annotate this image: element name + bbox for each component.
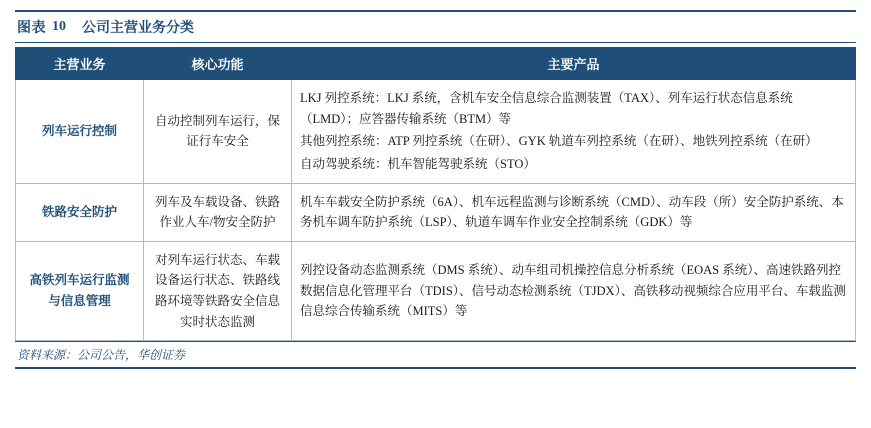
source-note: 资料来源：公司公告，华创证券 bbox=[15, 341, 856, 369]
exhibit-title: 公司主营业务分类 bbox=[82, 21, 194, 36]
cell-function: 列车及车载设备、铁路作业人车/物安全防护 bbox=[144, 183, 292, 241]
cell-business: 高铁列车运行监测与信息管理 bbox=[16, 241, 144, 341]
product-line: 机车车载安全防护系统（6A）、机车远程监测与诊断系统（CMD）、动车段（所）安全防护系统、本务机车调车防护系统（LSP）、轨道车调车作业安全控制系统（GDK）等 bbox=[300, 194, 844, 230]
exhibit-title-bar bbox=[15, 10, 856, 43]
table-row bbox=[16, 183, 856, 241]
cell-function: 对列车运行状态、车载设备运行状态、铁路线路环境等铁路安全信息实时状态监测 bbox=[144, 241, 292, 341]
product-line: LKJ 列控系统：LKJ 系统，含机车安全信息综合监测装置（TAX）、列车运行状态信息系统（LMD）；应答器传输系统（BTM）等 bbox=[300, 91, 793, 126]
column-header-products: 主要产品 bbox=[292, 48, 856, 80]
cell-business: 列车运行控制 bbox=[16, 80, 144, 184]
exhibit-label: 图表 bbox=[17, 21, 46, 36]
exhibit-number: 10 bbox=[52, 19, 66, 34]
product-line: 其他列控系统：ATP 列控系统（在研）、GYK 轨道车列控系统（在研）、地铁列控系统（在研） bbox=[300, 134, 818, 149]
business-table bbox=[15, 47, 856, 341]
cell-products bbox=[292, 80, 856, 184]
exhibit-container bbox=[15, 10, 856, 369]
column-header-business: 主营业务 bbox=[16, 48, 144, 80]
table-row bbox=[16, 241, 856, 341]
cell-products bbox=[292, 241, 856, 341]
table-header-row bbox=[16, 48, 856, 80]
product-line: 列控设备动态监测系统（DMS 系统）、动车组司机操控信息分析系统（EOAS 系统）、高速铁路列控数据信息化管理平台（TDIS）、信号动态检测系统（TJDX）、高铁移动视频综合应用平台、车载监测信息综合传输系统（MITS）等 bbox=[300, 263, 846, 319]
cell-function: 自动控制列车运行，保证行车安全 bbox=[144, 80, 292, 184]
column-header-function: 核心功能 bbox=[144, 48, 292, 80]
product-line: 自动驾驶系统：机车智能驾驶系统（STO） bbox=[300, 156, 536, 171]
cell-business: 铁路安全防护 bbox=[16, 183, 144, 241]
table-row bbox=[16, 80, 856, 184]
cell-products bbox=[292, 183, 856, 241]
